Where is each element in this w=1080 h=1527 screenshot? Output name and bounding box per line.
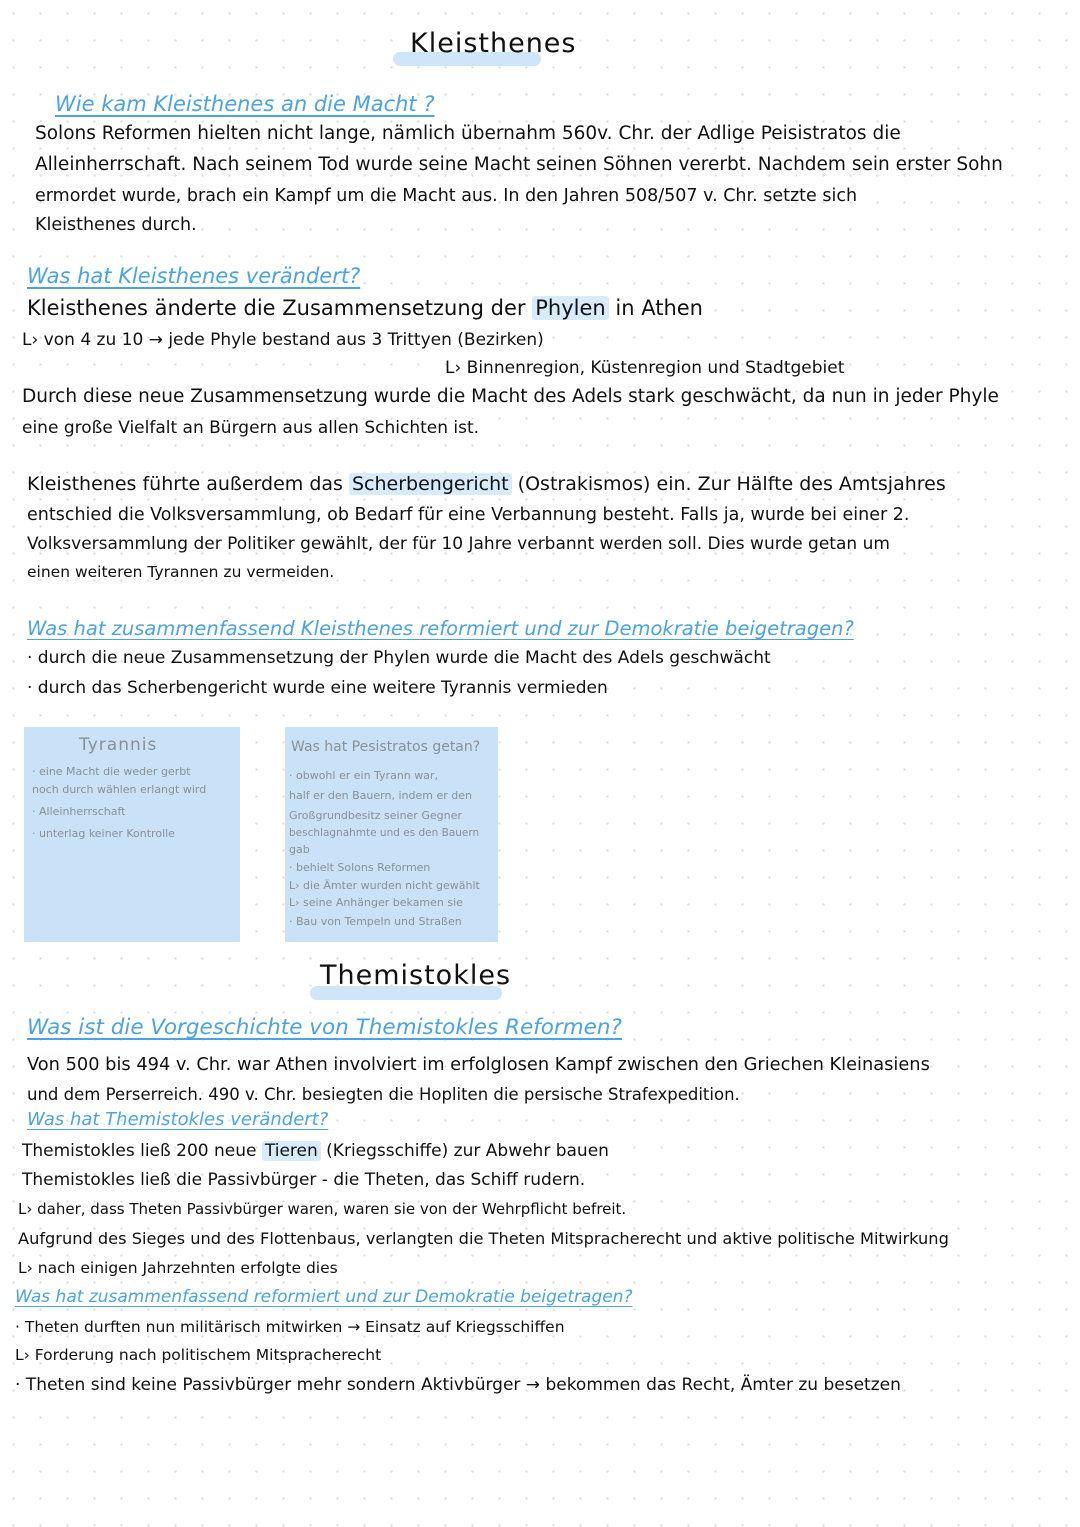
text-line: Themistokles ließ die Passivbürger - die Theten, das Schiff rudern.: [22, 1170, 586, 1190]
text-line: L› Binnenregion, Küstenregion und Stadtgebiet: [445, 358, 845, 378]
text-line: Alleinherrschaft. Nach seinem Tod wurde seine Macht seinen Söhnen vererbt. Nachdem sein erster Sohn: [35, 154, 1003, 175]
question-summary-kleisthenes: Was hat zusammenfassend Kleisthenes reformiert und zur Demokratie beigetragen?: [27, 617, 854, 640]
note-line: L› die Ämter wurden nicht gewählt: [289, 879, 480, 892]
note-line: Großgrundbesitz seiner Gegner: [289, 809, 462, 822]
text-segment: (Kriegsschiffe) zur Abwehr bauen: [326, 1141, 609, 1161]
text-segment: Kleisthenes änderte die Zusammensetzung der: [27, 296, 526, 320]
text-segment: (Ostrakismos) ein. Zur Hälfte des Amtsjahres: [517, 473, 946, 495]
note-line: · Alleinherrschaft: [32, 805, 126, 818]
note-line: · eine Macht die weder gerbt: [32, 765, 191, 778]
text-line: ermordet wurde, brach ein Kampf um die Macht aus. In den Jahren 508/507 v. Chr. setzte sich: [35, 186, 858, 206]
page-title-kleisthenes: Kleisthenes: [410, 28, 577, 59]
note-line: half er den Bauern, indem er den: [289, 789, 472, 802]
highlight-phylen: Phylen: [532, 296, 608, 320]
summary-line: · Theten durften nun militärisch mitwirken → Einsatz auf Kriegsschiffen: [15, 1318, 565, 1336]
text-line-trieren: [22, 1141, 609, 1161]
text-line-scherbengericht: [27, 473, 946, 495]
text-line: Aufgrund des Sieges und des Flottenbaus, verlangten die Theten Mitspracherecht und aktive politische Mitwirkung: [18, 1229, 949, 1248]
text-line: einen weiteren Tyrannen zu vermeiden.: [27, 563, 335, 581]
text-line: L› nach einigen Jahrzehnten erfolgte dies: [18, 1259, 338, 1277]
note-tyrannis: [24, 727, 240, 942]
note-line: gab: [289, 843, 310, 856]
note-title: Was hat Pesistratos getan?: [291, 739, 481, 755]
note-line: · obwohl er ein Tyrann war,: [289, 769, 439, 782]
note-line: · unterlag keiner Kontrolle: [32, 827, 175, 840]
summary-line: · durch das Scherbengericht wurde eine weitere Tyrannis vermieden: [27, 678, 608, 698]
question-summary-themistokles: Was hat zusammenfassend reformiert und zur Demokratie beigetragen?: [15, 1287, 633, 1307]
text-segment: Kleisthenes führte außerdem das: [27, 473, 343, 495]
note-peisistratos: [285, 727, 498, 942]
text-line: Volksversammlung der Politiker gewählt, der für 10 Jahre verbannt werden soll. Dies wurde getan um: [27, 534, 890, 554]
text-line: eine große Vielfalt an Bürgern aus allen Schichten ist.: [22, 418, 480, 438]
text-line-phylen: [27, 296, 703, 320]
text-line: entschied die Volksversammlung, ob Bedarf für eine Verbannung besteht. Falls ja, wurde bei einer 2.: [27, 505, 910, 525]
question-prehistory: Was ist die Vorgeschichte von Themistokles Reformen?: [27, 1015, 622, 1040]
text-segment: in Athen: [615, 296, 703, 320]
text-line: L› von 4 zu 10 → jede Phyle bestand aus 3 Trittyen (Bezirken): [22, 330, 544, 350]
text-line: L› daher, dass Theten Passivbürger waren, waren sie von der Wehrpflicht befreit.: [18, 1200, 627, 1218]
summary-line: · Theten sind keine Passivbürger mehr sondern Aktivbürger → bekommen das Recht, Ämter zu besetzen: [15, 1375, 901, 1395]
summary-line: · durch die neue Zusammensetzung der Phylen wurde die Macht des Adels geschwächt: [27, 648, 771, 668]
note-line: noch durch wählen erlangt wird: [32, 783, 207, 796]
note-line: · behielt Solons Reformen: [289, 861, 431, 874]
note-line: beschlagnahmte und es den Bauern: [289, 827, 480, 839]
note-line: L› seine Anhänger bekamen sie: [289, 896, 463, 909]
question-how-to-power: Wie kam Kleisthenes an die Macht ?: [55, 92, 435, 116]
page-title-themistokles: Themistokles: [320, 960, 512, 991]
text-line: Solons Reformen hielten nicht lange, nämlich übernahm 560v. Chr. der Adlige Peisistratos die: [35, 123, 901, 144]
highlight-scherbengericht: Scherbengericht: [349, 473, 512, 495]
highlight-trieren: Tieren: [262, 1141, 321, 1161]
text-line: Von 500 bis 494 v. Chr. war Athen involviert im erfolglosen Kampf zwischen den Griechen Kleinasiens: [27, 1054, 930, 1075]
question-what-changed: Was hat Kleisthenes verändert?: [27, 264, 361, 288]
note-title: Tyrannis: [79, 735, 158, 755]
note-line: · Bau von Tempeln und Straßen: [289, 915, 462, 928]
text-line: und dem Perserreich. 490 v. Chr. besiegten die Hopliten die persische Strafexpedition.: [27, 1085, 740, 1104]
text-segment: Themistokles ließ 200 neue: [22, 1141, 257, 1161]
text-line: Kleisthenes durch.: [35, 215, 197, 235]
text-line: Durch diese neue Zusammensetzung wurde die Macht des Adels stark geschwächt, da nun in jeder Phyle: [22, 386, 999, 407]
question-themistokles-changed: Was hat Themistokles verändert?: [27, 1109, 329, 1130]
summary-line: L› Forderung nach politischem Mitspracherecht: [15, 1346, 382, 1364]
